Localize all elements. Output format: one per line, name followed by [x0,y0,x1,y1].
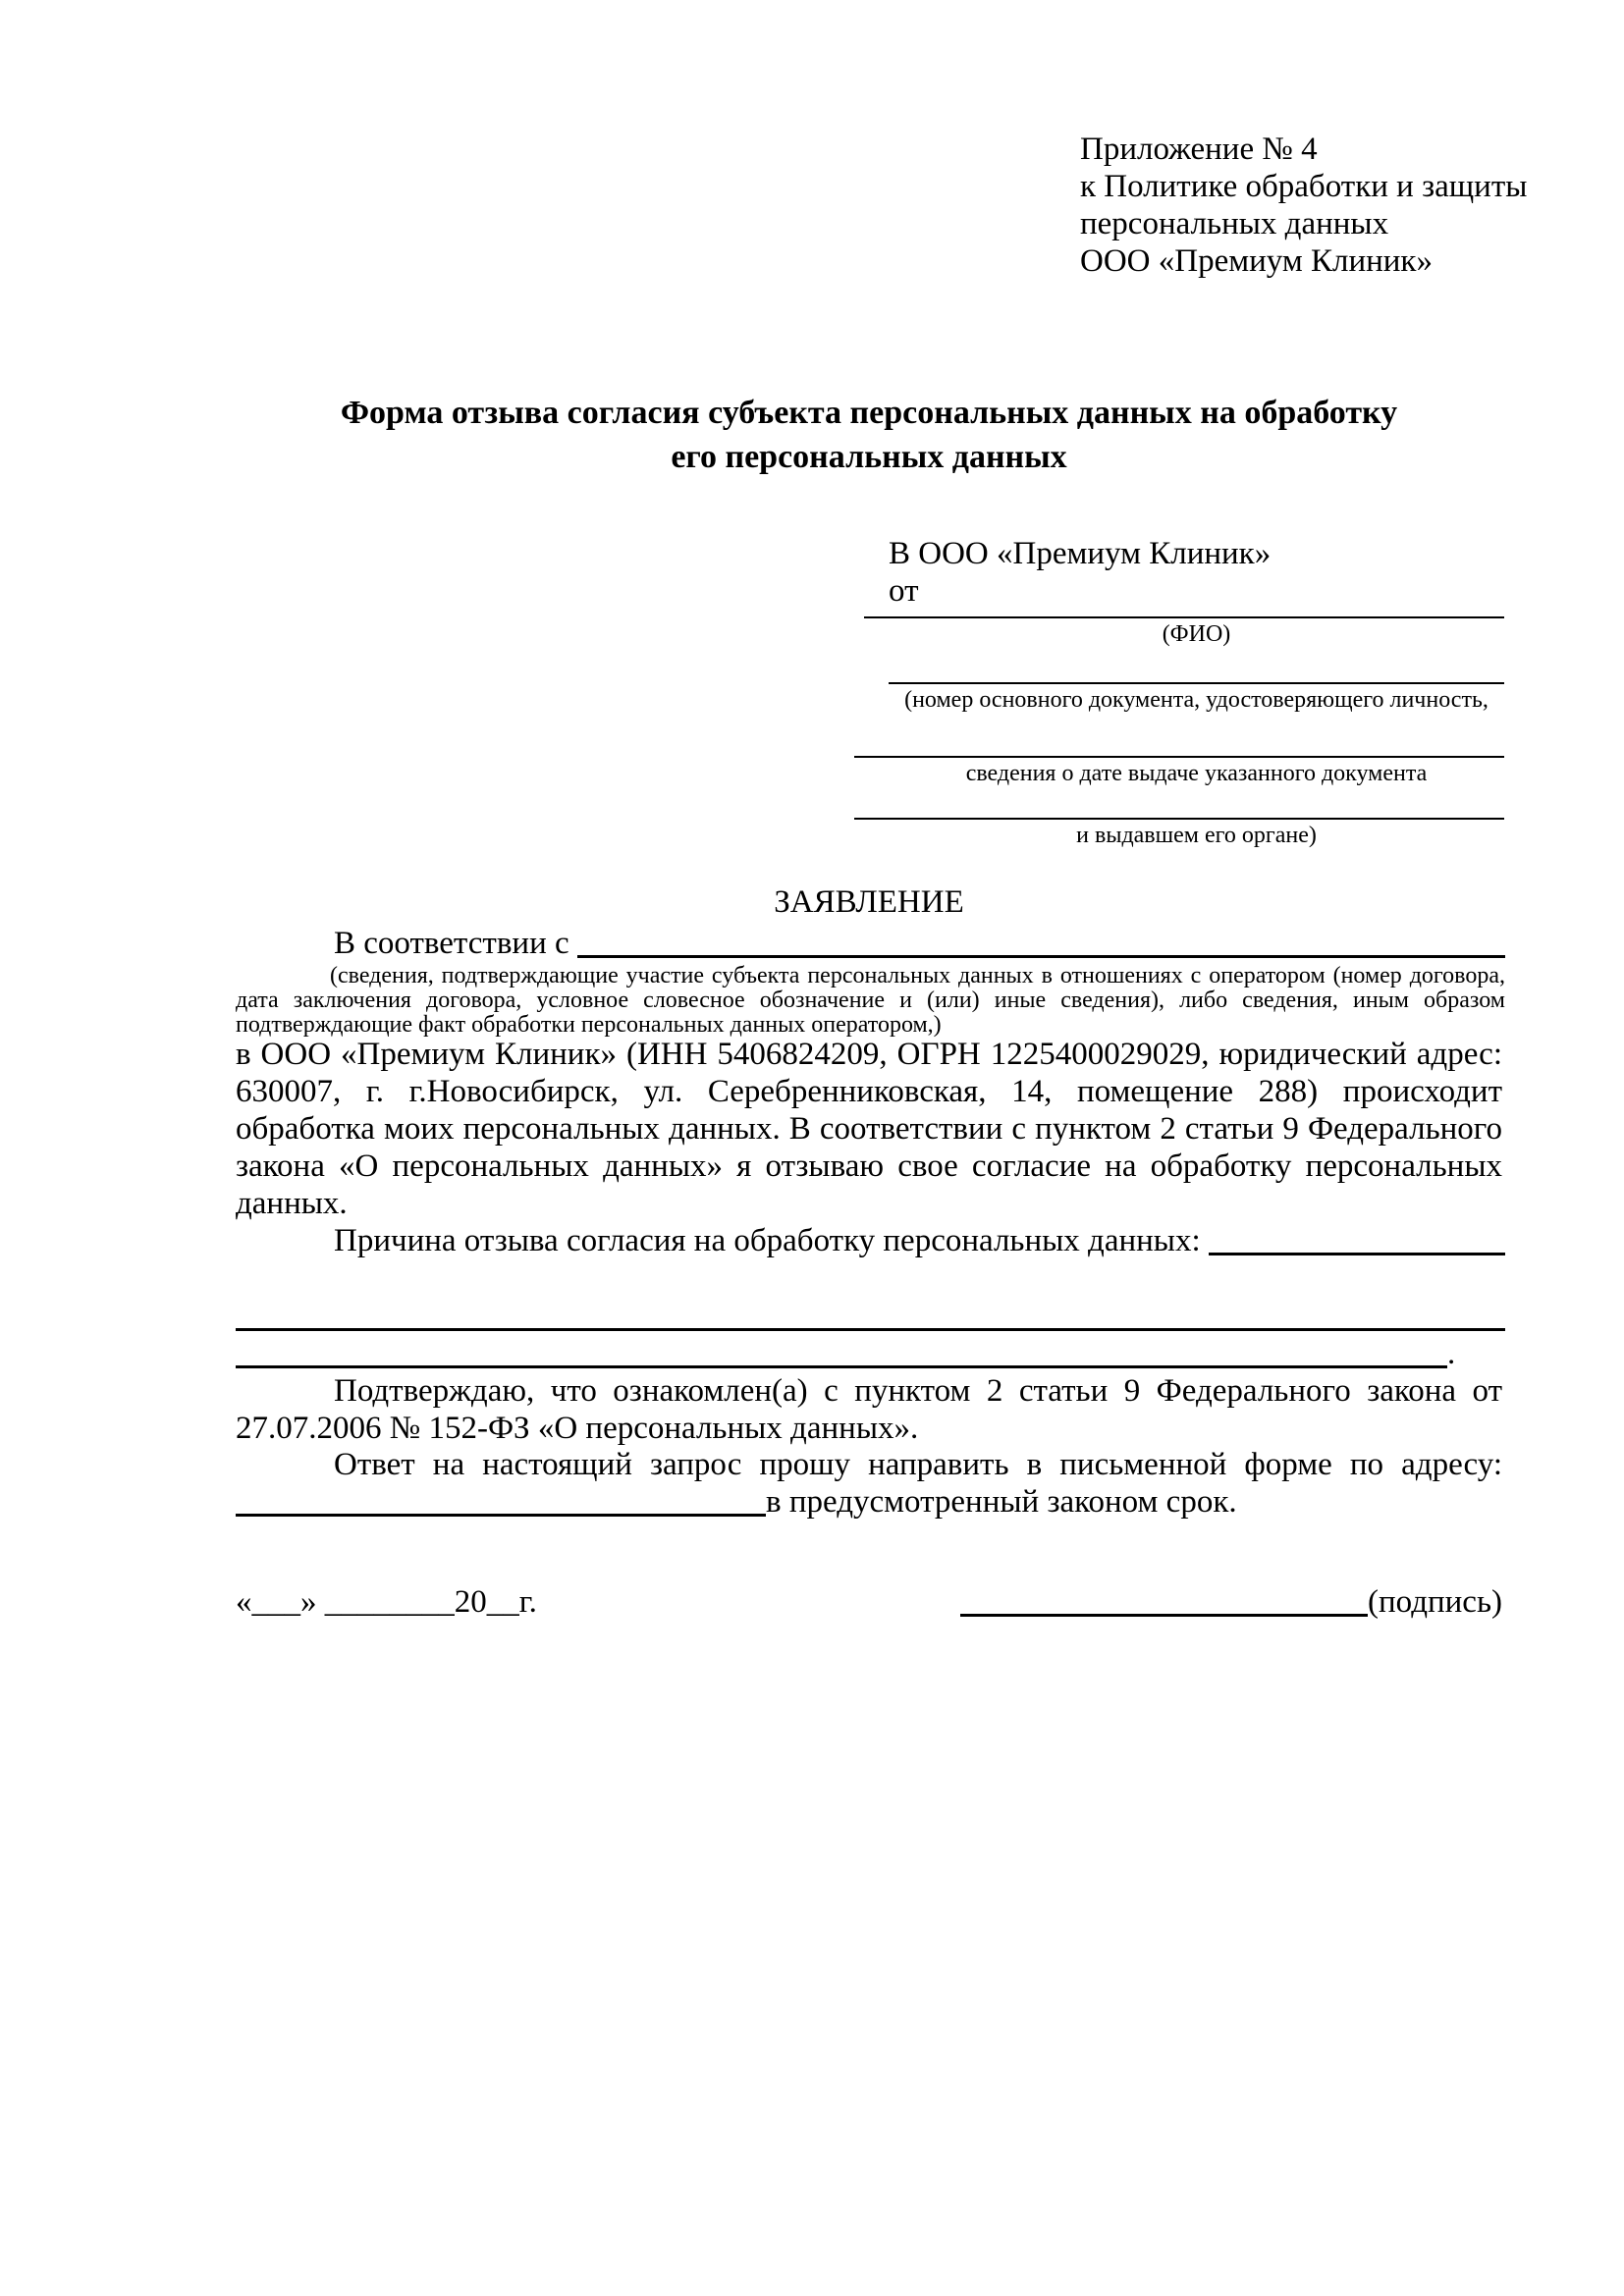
reason-blank-line-2 [236,1335,1505,1372]
intro-note: (сведения, подтверждающие участие субъекта персональных данных в отношениях с оператором (номер договора, дата заключения договора, условное словесное обозначение и (или) иные сведения), либо сведения, иным образом подтверждающие факт обработки персональных данных оператором,) [236,963,1505,1038]
doc-number-line [889,682,1504,684]
addressee-from: от [889,573,919,609]
form-title-line2: его персональных данных [671,439,1067,475]
intro-line [236,925,1505,962]
reply-address-line [236,1483,1502,1521]
addressee-block [889,535,1504,869]
signature-caption: (подпись) [1368,1584,1502,1620]
annex-line: к Политике обработки и защиты [1080,169,1528,204]
doc-issuer-caption: и выдавшем его органе) [1076,823,1317,848]
annex-line: Приложение № 4 [1080,132,1318,167]
intro-prefix: В соответствии с [334,926,569,961]
statement-heading: ЗАЯВЛЕНИЕ [774,884,964,920]
reason-fill-line [1209,1253,1505,1255]
body-paragraph: в ООО «Премиум Клиник» (ИНН 5406824209, ОГРН 1225400029029, юридический адрес: 630007, г. г.Новосибирск, ул. Серебренниковская, 14, помещение 288) происходит обработка моих персональных данных. В соответствии с пунктом 2 статьи 9 Федерального закона «О персональных данных» я отзываю свое согласие на обработку персональных данных. [236,1037,1502,1221]
fio-line [864,616,1504,618]
doc-date-line [854,756,1504,758]
annex-block [1080,131,1591,280]
annex-line: персональных данных [1080,206,1389,241]
addressee-to: В ООО «Премиум Клиник» [889,536,1272,571]
intro-fill-line [577,955,1505,958]
reason-line [236,1222,1505,1259]
doc-number-caption: (номер основного документа, удостоверяющего личность, [904,687,1489,713]
confirm-paragraph: Подтверждаю, что ознакомлен(а) с пунктом 2 статьи 9 Федерального закона от 27.07.2006 № 152-ФЗ «О персональных данных». [236,1373,1502,1446]
reason-blank-line-1 [236,1328,1505,1331]
footer-row [236,1583,1502,1621]
form-title [236,391,1502,479]
signature-group [960,1583,1502,1621]
date-field: «___» ________20__г. [236,1584,537,1620]
doc-date-caption: сведения о дате выдаче указанного документа [965,761,1428,786]
fio-caption: (ФИО) [1162,621,1231,647]
doc-issuer-line [854,818,1504,820]
reply-suffix: в предусмотренный законом срок. [766,1484,1237,1520]
signature-line [960,1614,1368,1617]
reason-blank-line-2-rule [236,1365,1447,1368]
form-title-line1: Форма отзыва согласия субъекта персональных данных на обработку [340,395,1398,431]
line-terminator: . [1447,1336,1456,1371]
reason-label: Причина отзыва согласия на обработку персональных данных: [334,1223,1201,1258]
reply-paragraph: Ответ на настоящий запрос прошу направить в письменной форме по адресу: [334,1447,1502,1482]
address-fill-line [236,1514,766,1517]
annex-line: ООО «Премиум Клиник» [1080,243,1433,279]
